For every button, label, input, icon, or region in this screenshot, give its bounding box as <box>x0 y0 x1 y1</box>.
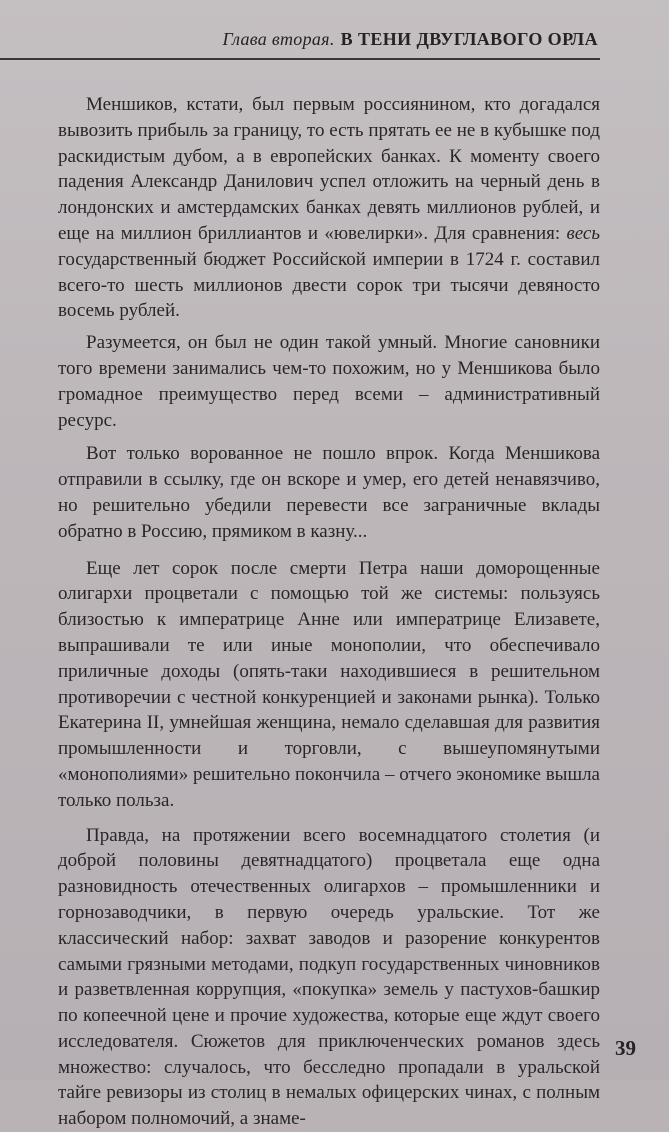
body-text <box>58 92 600 1132</box>
paragraph-1-emphasis: весь <box>566 222 600 244</box>
paragraph-1-text: Меншиков, кстати, был первым россиянином, кто догадался вывозить прибыль за границу, то есть прятать ее не в кубышке под раскидистым дубом, а в европейских банках. К моменту своего падения Александр Данилович успел отложить на черный день в лондонских и амстердамских банках девять миллионов рублей, и еще на миллион бриллиантов и «ювелирки». Для сравнения: <box>58 94 600 244</box>
paragraph-5 <box>58 823 600 1132</box>
paragraph-1 <box>58 92 600 324</box>
chapter-title: В ТЕНИ ДВУГЛАВОГО ОРЛА <box>340 29 598 49</box>
page-number: 39 <box>615 1036 636 1060</box>
paragraph-5-text: Правда, на протяжении всего восемнадцатого столетия (и доброй половины девятнадцатого) процветала еще одна разновидность отечественных олигархов – промышленники и горнозаводчики, в первую очередь уральские. Тот же классический набор: захват заводов и разорение конкурентов самыми грязными методами, подкуп государственных чиновников и разветвленная коррупция, «покупка» земель у пастухов-башкир по копеечной цене и прочие художества, которые еще ждут своего исследователя. Сюжетов для приключенческих романов здесь множество: случалось, что бесследно пропадали в уральской тайге ревизоры из столиц в немалых офицерских чинах, с полным набором полномочий, а знаме- <box>58 824 600 1130</box>
paragraph-1-text-end: государственный бюджет Российской империи в 1724 г. составил всего-то шесть миллионов двести сорок три тысячи девяносто восемь рублей. <box>58 248 600 322</box>
running-header <box>0 28 598 50</box>
paragraph-4-text: Еще лет сорок после смерти Петра наши доморощенные олигархи процветали с помощью той же системы: пользуясь близостью к императрице Анне или императрице Елизавете, выпрашивали те или иные монополии, что обеспечивало приличные доходы (опять-таки находившиеся в решительном противоречии с честной конкуренцией и законами рынка). Только Екатерина II, умнейшая женщина, немало сделавшая для развития промышленности и торговли, с вышеупомянутыми «монополиями» решительно покончила – отчего экономике вышла только польза. <box>58 557 600 811</box>
paragraph-2 <box>58 330 600 433</box>
header-rule <box>0 58 600 60</box>
paragraph-4 <box>58 556 600 814</box>
chapter-label: Глава вторая. <box>222 29 335 49</box>
paragraph-3 <box>58 441 600 544</box>
paragraph-3-text: Вот только ворованное не пошло впрок. Когда Меншикова отправили в ссылку, где он вскоре и умер, его детей ненавязчиво, но решительно убедили перевести все заграничные вклады обратно в Россию, прямиком в казну... <box>58 443 600 542</box>
paragraph-2-text: Разумеется, он был не один такой умный. Многие сановники того времени занимались чем-то похожим, но у Меншикова было громадное преимущество перед всеми – административный ресурс. <box>58 332 600 431</box>
